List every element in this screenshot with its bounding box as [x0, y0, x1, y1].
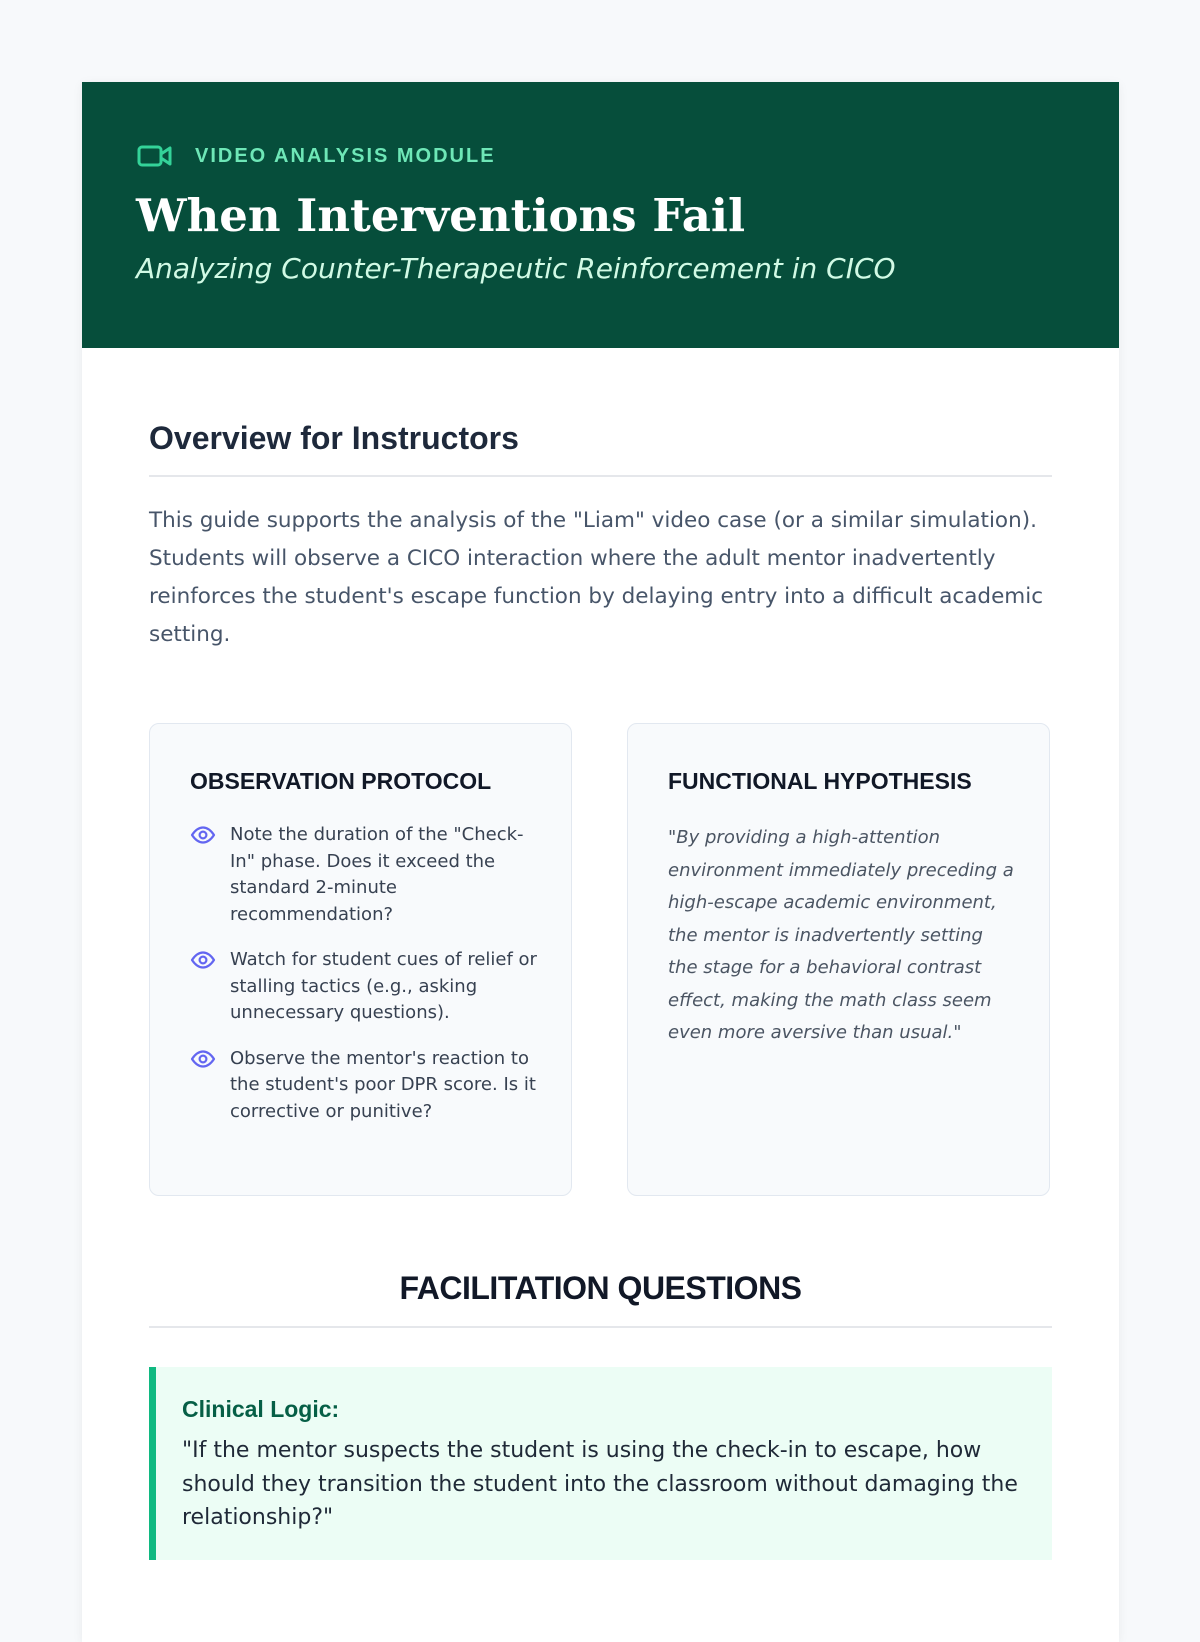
overview-divider: [149, 475, 1052, 477]
list-item-text: Observe the mentor's reaction to the student's poor DPR score. Is it corrective or punitive?: [230, 1047, 536, 1122]
functional-hypothesis-heading: FUNCTIONAL HYPOTHESIS: [668, 768, 972, 794]
list-item-text: Note the duration of the "Check-In" phase. Does it exceed the standard 2-minute recommendation?: [230, 824, 524, 925]
callout-label: Clinical Logic:: [182, 1396, 340, 1422]
module-type-label: VIDEO ANALYSIS MODULE: [195, 144, 496, 167]
list-item: [190, 947, 540, 1027]
module-kicker: [137, 142, 496, 170]
overview-body: This guide supports the analysis of the "Liam" video case (or a similar simulation). Students will observe a CICO interaction where the adult mentor inadvertently reinforces the student's escape function by delaying entry into a difficult academic setting.: [149, 508, 1044, 647]
video-camera-icon: [137, 144, 173, 168]
observation-protocol-list: [190, 822, 540, 1144]
overview-heading: Overview for Instructors: [149, 420, 519, 456]
page-title: When Interventions Fail: [136, 189, 746, 242]
module-card: [82, 82, 1119, 1642]
eye-icon: [190, 826, 216, 844]
functional-hypothesis-panel: [627, 723, 1050, 1196]
list-item-text: Watch for student cues of relief or stalling tactics (e.g., asking unnecessary questions).: [230, 949, 537, 1023]
eye-icon: [190, 1050, 216, 1068]
clinical-logic-callout: [149, 1367, 1052, 1560]
functional-hypothesis-quote: "By providing a high-attention environment immediately preceding a high-escape academic environment, the mentor is inadvertently setting the stage for a behavioral contrast effect, making the math class seem even more aversive than usual.": [668, 827, 1014, 1043]
facilitation-questions-heading: FACILITATION QUESTIONS: [399, 1270, 802, 1306]
list-item: [190, 1046, 540, 1126]
observation-protocol-heading: OBSERVATION PROTOCOL: [190, 768, 492, 794]
observation-protocol-panel: [149, 723, 572, 1196]
facilitation-divider: [149, 1326, 1052, 1328]
callout-question: "If the mentor suspects the student is using the check-in to escape, how should they transition the student into the classroom without damaging the relationship?": [182, 1438, 1018, 1530]
list-item: [190, 822, 540, 928]
module-header: [82, 82, 1119, 348]
page-subtitle: Analyzing Counter-Therapeutic Reinforcement in CICO: [136, 252, 896, 285]
eye-icon: [190, 951, 216, 969]
